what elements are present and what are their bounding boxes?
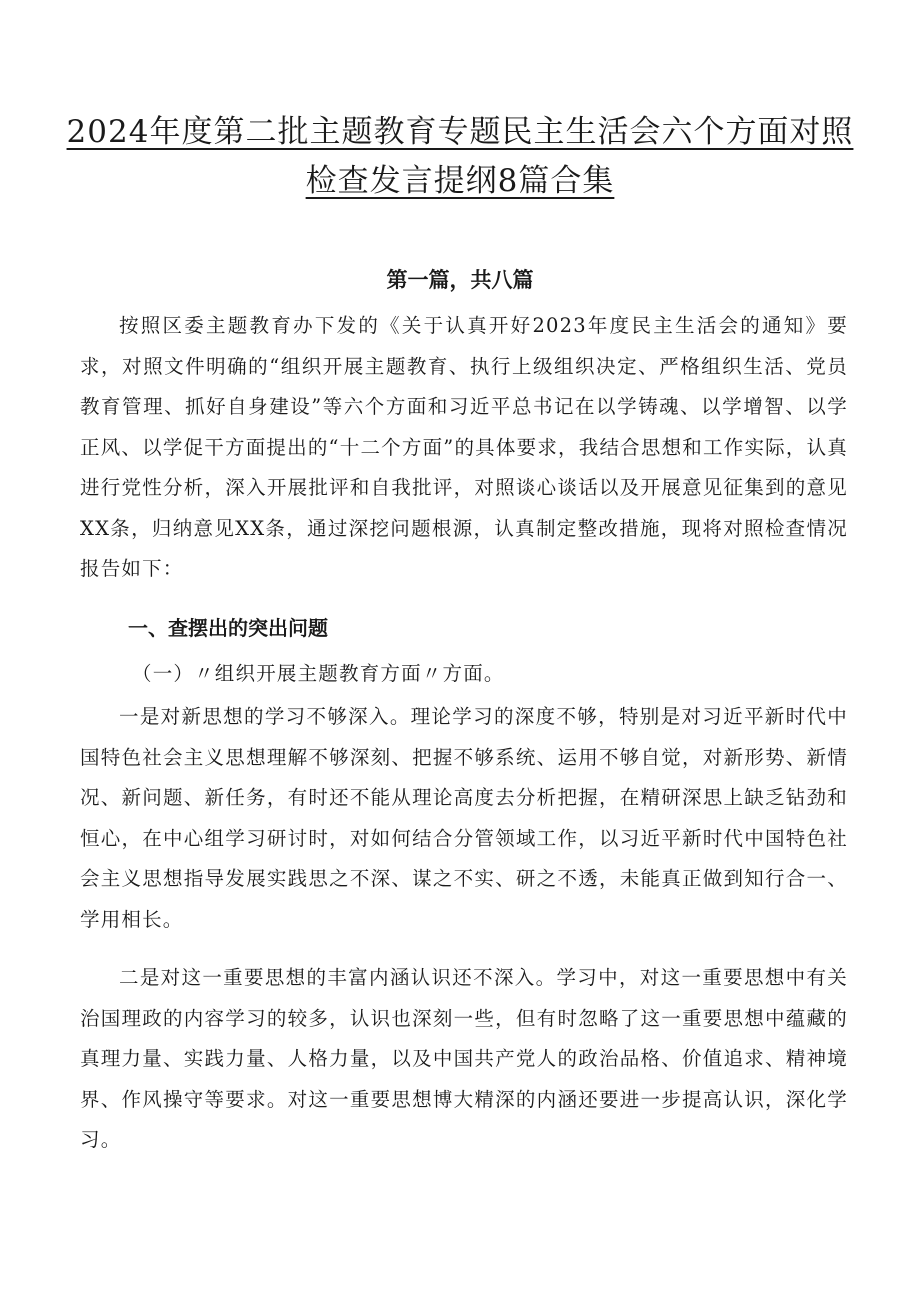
document-title <box>60 108 860 206</box>
chapter-heading: 第一篇，共八篇 <box>386 268 534 292</box>
body-paragraph-1: 一是对新思想的学习不够深入。理论学习的深度不够，特别是对习近平新时代中国特色社会主义思想理解不够深刻、把握不够系统、运用不够自觉，对新形势、新情况、新问题、新任务，有时还不能从理论高度去分析把握，在精研深思上缺乏钻劲和恒心，在中心组学习研讨时，对如何结合分管领域工作，以习近平新时代中国特色社会主义思想指导发展实践思之不深、谋之不实、研之不透，未能真正做到知行合一、学用相长。 <box>80 705 848 931</box>
document-title-line-1: 2024年度第二批主题教育专题民主生活会六个方面对照 <box>66 114 854 150</box>
document-title-line-2: 检查发言提纲8篇合集 <box>305 163 615 199</box>
body-paragraph-2: 二是对这一重要思想的丰富内涵认识还不深入。学习中，对这一重要思想中有关治国理政的内容学习的较多，认识也深刻一些，但有时忽略了这一重要思想中蕴藏的真理力量、实践力量、人格力量，以及中国共产党人的政治品格、价值追求、精神境界、作风操守等要求。对这一重要思想博大精深的内涵还要进一步提高认识，深化学习。 <box>80 966 848 1151</box>
intro-paragraph: 按照区委主题教育办下发的《关于认真开好2023年度民主生活会的通知》要求，对照文件明确的“组织开展主题教育、执行上级组织决定、严格组织生活、党员教育管理、抓好自身建设”等六个方面和习近平总书记在以学铸魂、以学增智、以学正风、以学促干方面提出的“十二个方面”的具体要求，我结合思想和工作实际，认真进行党性分析，深入开展批评和自我批评，对照谈心谈话以及开展意见征集到的意见XX条，归纳意见XX条，通过深挖问题根源，认真制定整改措施，现将对照检查情况报告如下： <box>80 314 848 580</box>
section-heading: 一、查摆出的突出问题 <box>128 616 328 640</box>
subsection-heading: （一）〃组织开展主题教育方面〃方面。 <box>132 662 505 685</box>
